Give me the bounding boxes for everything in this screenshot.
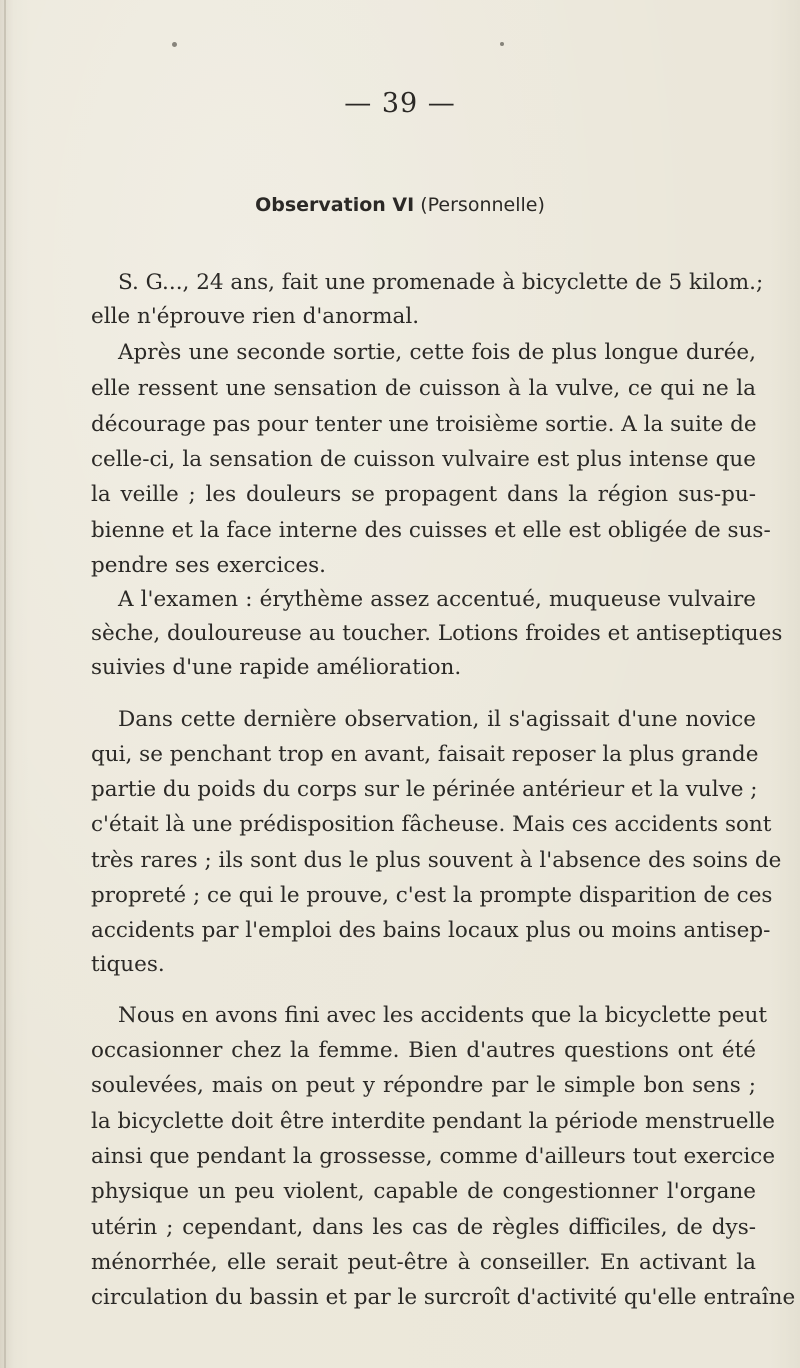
text-line: occasionner chez la femme. Bien d'autres questions ont été <box>91 1038 756 1063</box>
text-line: utérin ; cependant, dans les cas de règles difficiles, de dys- <box>91 1215 756 1240</box>
text-line: bienne et la face interne des cuisses et elle est obligée de sus- <box>91 518 771 543</box>
text-line: elle ressent une sensation de cuisson à la vulve, ce qui ne la <box>91 376 756 401</box>
text-line: suivies d'une rapide amélioration. <box>91 655 462 680</box>
text-line: physique un peu violent, capable de congestionner l'organe <box>91 1179 756 1204</box>
text-line: Nous en avons fini avec les accidents que la bicyclette peut <box>118 1003 768 1028</box>
text-line: Dans cette dernière observation, il s'agissait d'une novice <box>118 707 756 732</box>
text-line: partie du poids du corps sur le périnée antérieur et la vulve ; <box>91 777 758 802</box>
text-line: ainsi que pendant la grossesse, comme d'ailleurs tout exercice <box>91 1144 776 1169</box>
text-line: Après une seconde sortie, cette fois de plus longue durée, <box>118 340 756 365</box>
text-line: décourage pas pour tenter une troisième sortie. A la suite de <box>91 412 757 437</box>
text-line: A l'examen : érythème assez accentué, muqueuse vulvaire <box>118 587 756 612</box>
page-number: — 39 — <box>344 88 456 119</box>
text-line: S. G..., 24 ans, fait une promenade à bicyclette de 5 kilom.; <box>118 270 764 295</box>
text-line: c'était là une prédisposition fâcheuse. Mais ces accidents sont <box>91 812 772 837</box>
text-line: pendre ses exercices. <box>91 553 326 578</box>
text-line: circulation du bassin et par le surcroît d'activité qu'elle entraîne <box>91 1285 796 1310</box>
heading-title: Observation VI <box>255 194 415 216</box>
text-line: la veille ; les douleurs se propagent dans la région sus-pu- <box>91 482 756 507</box>
speck-mark <box>500 42 504 46</box>
text-line: accidents par l'emploi des bains locaux plus ou moins antisep- <box>91 918 771 943</box>
text-line: ménorrhée, elle serait peut-être à conseiller. En activant la <box>91 1250 756 1275</box>
speck-mark <box>172 42 177 47</box>
text-line: sèche, douloureuse au toucher. Lotions froides et antiseptiques <box>91 621 783 646</box>
text-line: celle-ci, la sensation de cuisson vulvaire est plus intense que <box>91 447 756 472</box>
text-line: elle n'éprouve rien d'anormal. <box>91 304 420 329</box>
text-line: propreté ; ce qui le prouve, c'est la prompte disparition de ces <box>91 883 773 908</box>
text-line: la bicyclette doit être interdite pendant la période menstruelle <box>91 1109 775 1134</box>
text-line: très rares ; ils sont dus le plus souvent à l'absence des soins de <box>91 848 782 873</box>
text-line: tiques. <box>91 952 165 977</box>
text-line: soulevées, mais on peut y répondre par le simple bon sens ; <box>91 1073 756 1098</box>
heading-subtitle: (Personnelle) <box>420 194 545 216</box>
observation-heading <box>0 194 800 216</box>
text-line: qui, se penchant trop en avant, faisait reposer la plus grande <box>91 742 759 767</box>
